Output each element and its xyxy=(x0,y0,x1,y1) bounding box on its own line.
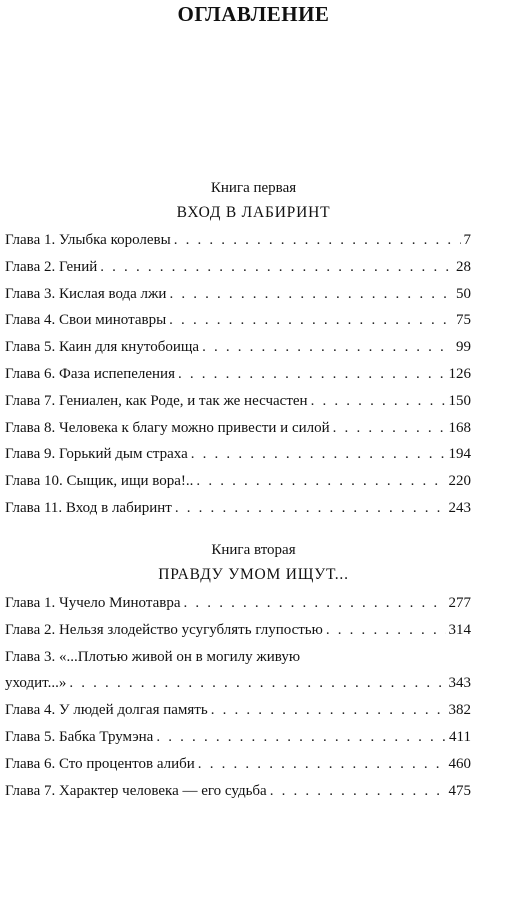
toc-entry-label: Глава 8. Человека к благу можно привести и силой xyxy=(5,419,330,436)
toc-entry[interactable] xyxy=(5,339,471,366)
toc-entry-label: Глава 6. Фаза испепеления xyxy=(5,365,175,382)
toc-entry[interactable] xyxy=(5,756,471,783)
toc-entry[interactable] xyxy=(5,446,471,473)
toc-entry-page: 277 xyxy=(448,595,471,611)
toc-entry-label: Глава 6. Сто процентов алиби xyxy=(5,755,195,772)
dot-leader xyxy=(69,675,445,692)
dot-leader xyxy=(326,622,446,639)
dot-leader xyxy=(169,286,453,303)
toc-entry[interactable] xyxy=(5,259,471,286)
toc-entry-label: Глава 4. У людей долгая память xyxy=(5,702,208,719)
toc-entry[interactable] xyxy=(5,420,471,447)
toc-entry-label: Глава 3. Кислая вода лжи xyxy=(5,285,167,302)
book-2-chapter-list xyxy=(5,595,471,809)
toc-entry[interactable] xyxy=(5,286,471,313)
toc-entry-page: 7 xyxy=(463,232,471,248)
toc-entry-label: Глава 7. Характер человека — его судьба xyxy=(5,782,267,799)
toc-entry-page: 314 xyxy=(448,621,471,638)
dot-leader xyxy=(311,393,446,410)
toc-entry-page: 475 xyxy=(448,782,471,799)
dot-leader xyxy=(191,446,446,463)
toc-entry-page: 243 xyxy=(448,499,471,516)
toc-entry[interactable] xyxy=(5,595,471,622)
toc-entry-page: 411 xyxy=(449,728,471,745)
dot-leader xyxy=(175,500,446,517)
toc-entry-label: Глава 1. Чучело Минотавра xyxy=(5,595,181,611)
toc-entry-label: Глава 9. Горький дым страха xyxy=(5,446,188,463)
dot-leader xyxy=(270,783,446,800)
dot-leader xyxy=(100,259,453,276)
dot-leader xyxy=(211,702,446,719)
toc-entry-label: Глава 2. Гений xyxy=(5,258,98,275)
dot-leader xyxy=(333,420,446,437)
dot-leader xyxy=(198,756,446,773)
toc-entry[interactable] xyxy=(5,702,471,729)
toc-entry-page: 343 xyxy=(448,675,471,692)
dot-leader xyxy=(169,312,453,329)
toc-entry[interactable] xyxy=(5,232,471,259)
toc-entry-page: 168 xyxy=(448,419,471,436)
book-2-label: Книга вторая xyxy=(211,542,296,558)
toc-entry-page: 75 xyxy=(456,312,471,329)
toc-entry-label: Глава 1. Улыбка королевы xyxy=(5,232,171,248)
dot-leader xyxy=(184,595,446,612)
toc-entry[interactable] xyxy=(5,312,471,339)
toc-entry-page: 50 xyxy=(456,285,471,302)
book-1-chapter-list xyxy=(5,232,471,527)
dot-leader xyxy=(156,729,446,746)
toc-entry-label: Глава 11. Вход в лабиринт xyxy=(5,499,172,516)
book-1-label: Книга первая xyxy=(210,180,297,196)
toc-entry-page: 382 xyxy=(448,702,471,719)
toc-entry-page: 126 xyxy=(448,365,471,382)
toc-entry[interactable] xyxy=(5,622,471,649)
toc-entry[interactable] xyxy=(5,729,471,756)
book-2-heading: ПРАВДУ УМОМ ИЩУТ... xyxy=(158,566,349,583)
toc-entry-label: Глава 7. Гениален, как Роде, и так же несчастен xyxy=(5,392,308,409)
toc-entry-label: Глава 3. «...Плотью живой он в могилу живую xyxy=(5,648,301,665)
toc-entry-page: 99 xyxy=(456,339,471,356)
dot-leader xyxy=(174,232,461,249)
toc-entry[interactable] xyxy=(5,783,471,810)
toc-entry-label: Глава 5. Каин для кнутобоища xyxy=(5,339,200,356)
toc-entry[interactable] xyxy=(5,649,471,676)
book-1-heading: ВХОД В ЛАБИРИНТ xyxy=(176,204,331,221)
page-title: ОГЛАВЛЕНИЕ xyxy=(177,2,330,26)
toc-entry-page: 460 xyxy=(448,755,471,772)
toc-entry-label: Глава 4. Свои минотавры xyxy=(5,312,167,329)
toc-entry-page: 220 xyxy=(448,473,471,490)
toc-entry[interactable] xyxy=(5,366,471,393)
toc-entry-label: Глава 2. Нельзя злодейство усугублять глупостью xyxy=(5,621,323,638)
dot-leader xyxy=(202,339,453,356)
toc-entry-page: 150 xyxy=(448,392,471,409)
toc-entry-continuation[interactable] xyxy=(5,675,471,702)
toc-entry-page: 194 xyxy=(448,446,471,463)
toc-entry[interactable] xyxy=(5,393,471,420)
toc-entry-label: уходит...» xyxy=(5,675,67,692)
toc-entry-label: Глава 5. Бабка Трумэна xyxy=(5,728,154,745)
dot-leader xyxy=(178,366,446,383)
toc-entry-page: 28 xyxy=(456,258,471,275)
toc-entry[interactable] xyxy=(5,473,471,500)
toc-entry-label: Глава 10. Сыщик, ищи вора!.. xyxy=(5,473,194,490)
toc-entry[interactable] xyxy=(5,500,471,527)
dot-leader xyxy=(196,473,445,490)
